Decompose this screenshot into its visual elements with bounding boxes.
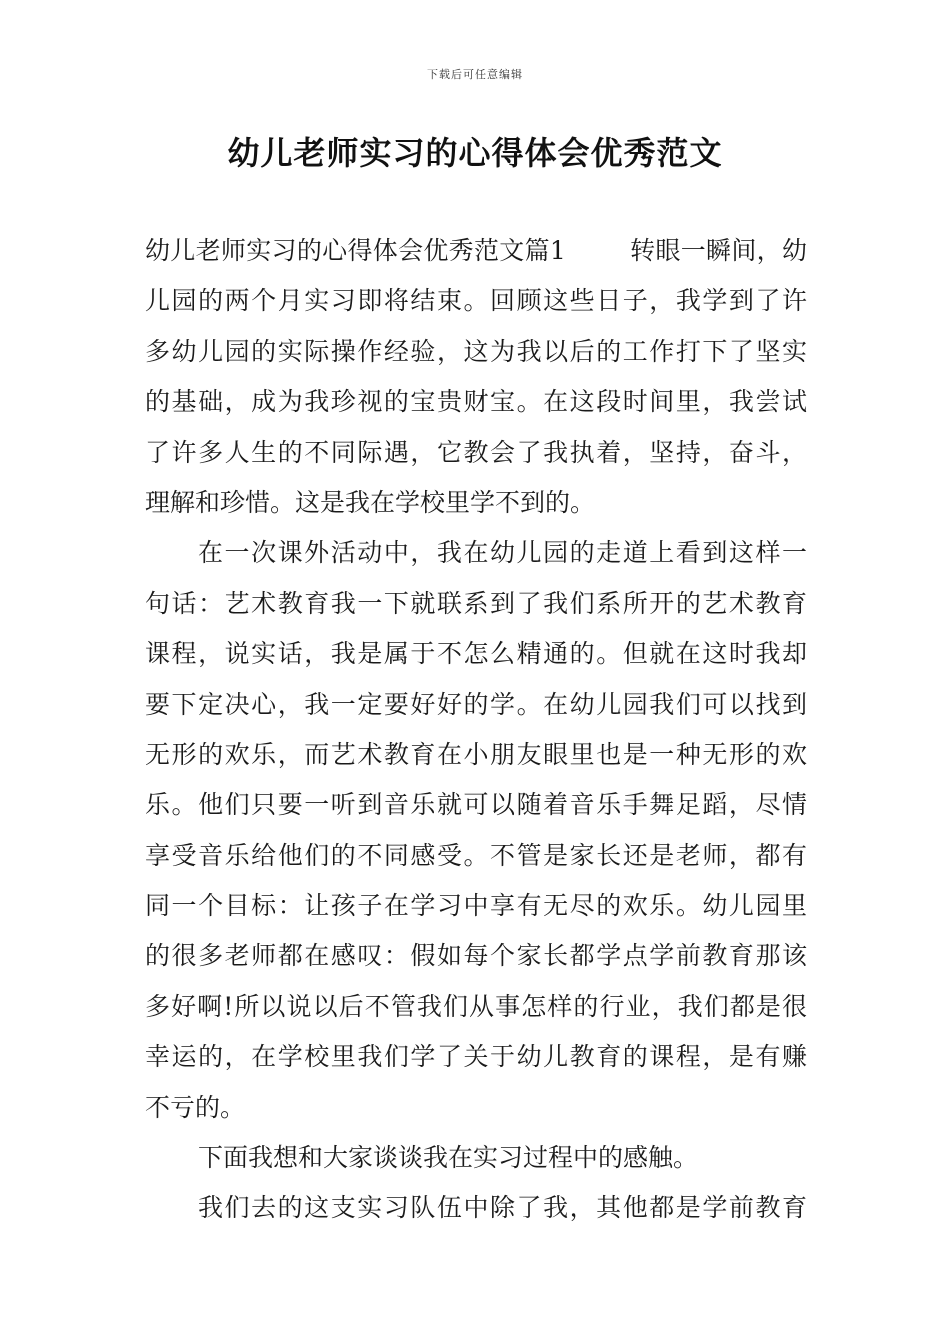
paragraph-1-opening: 转眼一瞬间，幼 bbox=[629, 236, 807, 265]
paragraph-2-line: 无形的欢乐，而艺术教育在小朋友眼里也是一种无形的欢 bbox=[145, 739, 807, 769]
paragraph-2-line: 幸运的，在学校里我们学了关于幼儿教育的课程，是有赚 bbox=[145, 1042, 807, 1072]
paragraph-2-line: 同一个目标：让孩子在学习中享有无尽的欢乐。幼儿园里 bbox=[145, 891, 807, 921]
paragraph-1-line-1 bbox=[145, 226, 807, 276]
document-title: 幼儿老师实习的心得体会优秀范文 bbox=[227, 134, 723, 172]
paragraph-1-line: 了许多人生的不同际遇，它教会了我执着，坚持，奋斗， bbox=[145, 437, 807, 467]
header-note: 下载后可任意编辑 bbox=[427, 68, 523, 81]
paragraph-1-line: 多幼儿园的实际操作经验，这为我以后的工作打下了坚实 bbox=[145, 336, 807, 366]
section-heading: 幼儿老师实习的心得体会优秀范文篇1 bbox=[145, 236, 566, 265]
paragraph-1-line: 理解和珍惜。这是我在学校里学不到的。 bbox=[145, 487, 596, 517]
paragraph-2-line: 不亏的。 bbox=[145, 1092, 246, 1122]
paragraph-2-line: 多好啊!所以说以后不管我们从事怎样的行业，我们都是很 bbox=[145, 991, 807, 1021]
paragraph-4-line: 我们去的这支实习队伍中除了我，其他都是学前教育 bbox=[198, 1193, 807, 1223]
paragraph-1-line: 的基础，成为我珍视的宝贵财宝。在这段时间里，我尝试 bbox=[145, 387, 807, 417]
paragraph-2-line: 课程，说实话，我是属于不怎么精通的。但就在这时我却 bbox=[145, 639, 807, 669]
paragraph-2-line: 在一次课外活动中，我在幼儿园的走道上看到这样一 bbox=[198, 538, 807, 568]
paragraph-2-line: 享受音乐给他们的不同感受。不管是家长还是老师，都有 bbox=[145, 840, 807, 870]
paragraph-1-line: 儿园的两个月实习即将结束。回顾这些日子，我学到了许 bbox=[145, 286, 807, 316]
paragraph-2-line: 要下定决心，我一定要好好的学。在幼儿园我们可以找到 bbox=[145, 689, 807, 719]
document-body bbox=[145, 226, 807, 1234]
paragraph-2-line: 句话：艺术教育我一下就联系到了我们系所开的艺术教育 bbox=[145, 588, 807, 618]
paragraph-3: 下面我想和大家谈谈我在实习过程中的感触。 bbox=[198, 1143, 699, 1173]
paragraph-2-line: 的很多老师都在感叹：假如每个家长都学点学前教育那该 bbox=[145, 941, 807, 971]
paragraph-2-line: 乐。他们只要一听到音乐就可以随着音乐手舞足蹈，尽情 bbox=[145, 790, 807, 820]
